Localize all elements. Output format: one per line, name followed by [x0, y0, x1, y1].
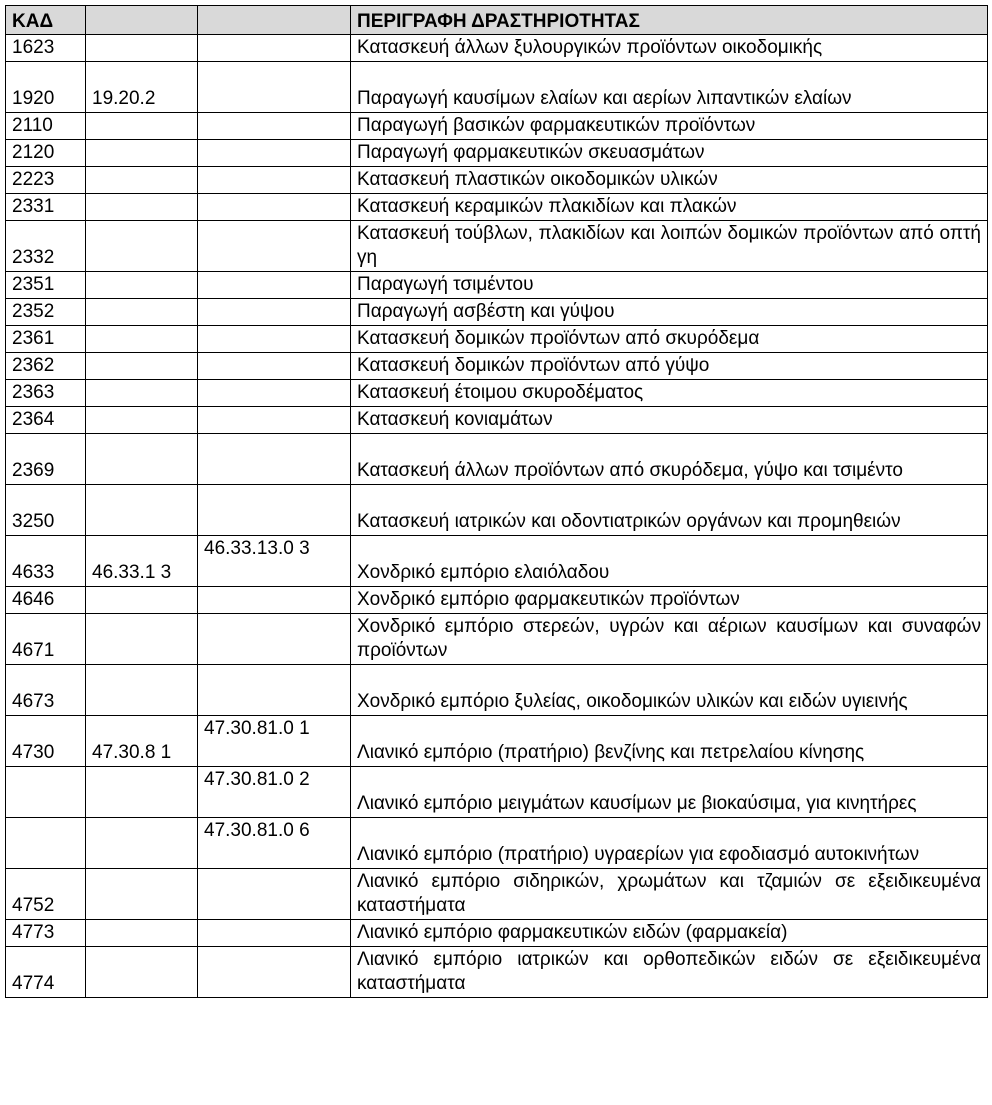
table-row [6, 665, 988, 716]
description-cell: Κατασκευή κεραμικών πλακιδίων και πλακών [351, 194, 988, 221]
detail-code-cell [198, 920, 351, 947]
kad-code-cell: 2351 [6, 272, 86, 299]
subcode-cell [86, 167, 198, 194]
description-cell: Παραγωγή καυσίμων ελαίων και αερίων λιπαντικών ελαίων [351, 62, 988, 113]
subcode-cell [86, 947, 198, 998]
header-kad: ΚΑΔ [6, 6, 86, 35]
detail-code-cell [198, 35, 351, 62]
kad-code-cell: 2363 [6, 380, 86, 407]
detail-code-cell [198, 299, 351, 326]
table-row [6, 140, 988, 167]
table-row [6, 818, 988, 869]
subcode-cell [86, 614, 198, 665]
description-cell: Χονδρικό εμπόριο ξυλείας, οικοδομικών υλικών και ειδών υγιεινής [351, 665, 988, 716]
table-row [6, 614, 988, 665]
description-cell: Παραγωγή ασβέστη και γύψου [351, 299, 988, 326]
table-row [6, 35, 988, 62]
kad-code-cell: 1920 [6, 62, 86, 113]
subcode-cell [86, 113, 198, 140]
subcode-cell [86, 272, 198, 299]
subcode-cell [86, 353, 198, 380]
subcode-cell: 46.33.1 3 [86, 536, 198, 587]
description-cell: Κατασκευή δομικών προϊόντων από γύψο [351, 353, 988, 380]
description-cell: Κατασκευή κονιαμάτων [351, 407, 988, 434]
description-cell: Λιανικό εμπόριο (πρατήριο) υγραερίων για εφοδιασμό αυτοκινήτων [351, 818, 988, 869]
description-cell: Παραγωγή βασικών φαρμακευτικών προϊόντων [351, 113, 988, 140]
subcode-cell [86, 587, 198, 614]
subcode-cell [86, 818, 198, 869]
detail-code-cell [198, 326, 351, 353]
subcode-cell [86, 299, 198, 326]
detail-code-cell [198, 113, 351, 140]
table-row [6, 767, 988, 818]
description-cell: Παραγωγή φαρμακευτικών σκευασμάτων [351, 140, 988, 167]
detail-code-cell: 46.33.13.0 3 [198, 536, 351, 587]
description-cell: Χονδρικό εμπόριο φαρμακευτικών προϊόντων [351, 587, 988, 614]
detail-code-cell [198, 140, 351, 167]
subcode-cell [86, 221, 198, 272]
description-cell: Λιανικό εμπόριο σιδηρικών, χρωμάτων και τζαμιών σε εξειδικευμένα καταστήματα [351, 869, 988, 920]
description-cell: Κατασκευή άλλων προϊόντων από σκυρόδεμα, γύψο και τσιμέντο [351, 434, 988, 485]
kad-code-cell: 2352 [6, 299, 86, 326]
kad-code-cell: 4774 [6, 947, 86, 998]
kad-code-cell: 1623 [6, 35, 86, 62]
kad-code-cell: 4633 [6, 536, 86, 587]
subcode-cell [86, 407, 198, 434]
table-row [6, 920, 988, 947]
detail-code-cell [198, 380, 351, 407]
subcode-cell [86, 665, 198, 716]
kad-code-cell: 2120 [6, 140, 86, 167]
kad-code-cell: 2331 [6, 194, 86, 221]
kad-code-cell: 4752 [6, 869, 86, 920]
kad-code-cell: 4773 [6, 920, 86, 947]
detail-code-cell [198, 947, 351, 998]
subcode-cell [86, 767, 198, 818]
detail-code-cell: 47.30.81.0 1 [198, 716, 351, 767]
subcode-cell [86, 380, 198, 407]
description-cell: Λιανικό εμπόριο ιατρικών και ορθοπεδικών ειδών σε εξειδικευμένα καταστήματα [351, 947, 988, 998]
description-cell: Κατασκευή έτοιμου σκυροδέματος [351, 380, 988, 407]
table-row [6, 869, 988, 920]
table-row [6, 485, 988, 536]
kad-table [5, 5, 988, 998]
table-header [6, 6, 988, 35]
description-cell: Κατασκευή δομικών προϊόντων από σκυρόδεμα [351, 326, 988, 353]
header-description: ΠΕΡΙΓΡΑΦΗ ΔΡΑΣΤΗΡΙΟΤΗΤΑΣ [351, 6, 988, 35]
detail-code-cell [198, 407, 351, 434]
detail-code-cell [198, 614, 351, 665]
kad-code-cell: 2110 [6, 113, 86, 140]
description-cell: Λιανικό εμπόριο (πρατήριο) βενζίνης και πετρελαίου κίνησης [351, 716, 988, 767]
header-col3 [198, 6, 351, 35]
kad-code-cell: 2361 [6, 326, 86, 353]
description-cell: Λιανικό εμπόριο φαρμακευτικών ειδών (φαρμακεία) [351, 920, 988, 947]
table-row [6, 113, 988, 140]
description-cell: Χονδρικό εμπόριο στερεών, υγρών και αέριων καυσίμων και συναφών προϊόντων [351, 614, 988, 665]
kad-code-cell: 2362 [6, 353, 86, 380]
header-col2 [86, 6, 198, 35]
description-cell: Κατασκευή τούβλων, πλακιδίων και λοιπών δομικών προϊόντων από οπτή γη [351, 221, 988, 272]
table-row [6, 536, 988, 587]
kad-code-cell: 2369 [6, 434, 86, 485]
subcode-cell [86, 140, 198, 167]
table-row [6, 407, 988, 434]
detail-code-cell [198, 434, 351, 485]
kad-code-cell: 2332 [6, 221, 86, 272]
kad-code-cell: 4671 [6, 614, 86, 665]
table-row [6, 299, 988, 326]
detail-code-cell: 47.30.81.0 2 [198, 767, 351, 818]
detail-code-cell [198, 167, 351, 194]
table-row [6, 272, 988, 299]
subcode-cell [86, 35, 198, 62]
detail-code-cell [198, 272, 351, 299]
detail-code-cell [198, 869, 351, 920]
table-row [6, 353, 988, 380]
kad-code-cell: 2364 [6, 407, 86, 434]
kad-code-cell: 4730 [6, 716, 86, 767]
detail-code-cell [198, 221, 351, 272]
table-row [6, 434, 988, 485]
description-cell: Χονδρικό εμπόριο ελαιόλαδου [351, 536, 988, 587]
subcode-cell [86, 434, 198, 485]
detail-code-cell [198, 62, 351, 113]
description-cell: Κατασκευή άλλων ξυλουργικών προϊόντων οικοδομικής [351, 35, 988, 62]
subcode-cell: 47.30.8 1 [86, 716, 198, 767]
detail-code-cell [198, 485, 351, 536]
table-row [6, 326, 988, 353]
table-row [6, 194, 988, 221]
table-row [6, 947, 988, 998]
subcode-cell [86, 869, 198, 920]
table-body [6, 35, 988, 998]
kad-code-cell: 4646 [6, 587, 86, 614]
kad-code-cell: 3250 [6, 485, 86, 536]
detail-code-cell: 47.30.81.0 6 [198, 818, 351, 869]
table-row [6, 716, 988, 767]
subcode-cell [86, 326, 198, 353]
detail-code-cell [198, 194, 351, 221]
subcode-cell [86, 485, 198, 536]
detail-code-cell [198, 665, 351, 716]
table-row [6, 221, 988, 272]
subcode-cell [86, 194, 198, 221]
description-cell: Παραγωγή τσιμέντου [351, 272, 988, 299]
table-row [6, 62, 988, 113]
table-row [6, 380, 988, 407]
detail-code-cell [198, 353, 351, 380]
subcode-cell [86, 920, 198, 947]
description-cell: Λιανικό εμπόριο μειγμάτων καυσίμων με βιοκαύσιμα, για κινητήρες [351, 767, 988, 818]
table-row [6, 587, 988, 614]
header-row [6, 6, 988, 35]
table-row [6, 167, 988, 194]
kad-code-cell: 2223 [6, 167, 86, 194]
description-cell: Κατασκευή ιατρικών και οδοντιατρικών οργάνων και προμηθειών [351, 485, 988, 536]
subcode-cell: 19.20.2 [86, 62, 198, 113]
kad-code-cell [6, 818, 86, 869]
detail-code-cell [198, 587, 351, 614]
description-cell: Κατασκευή πλαστικών οικοδομικών υλικών [351, 167, 988, 194]
kad-code-cell [6, 767, 86, 818]
kad-code-cell: 4673 [6, 665, 86, 716]
